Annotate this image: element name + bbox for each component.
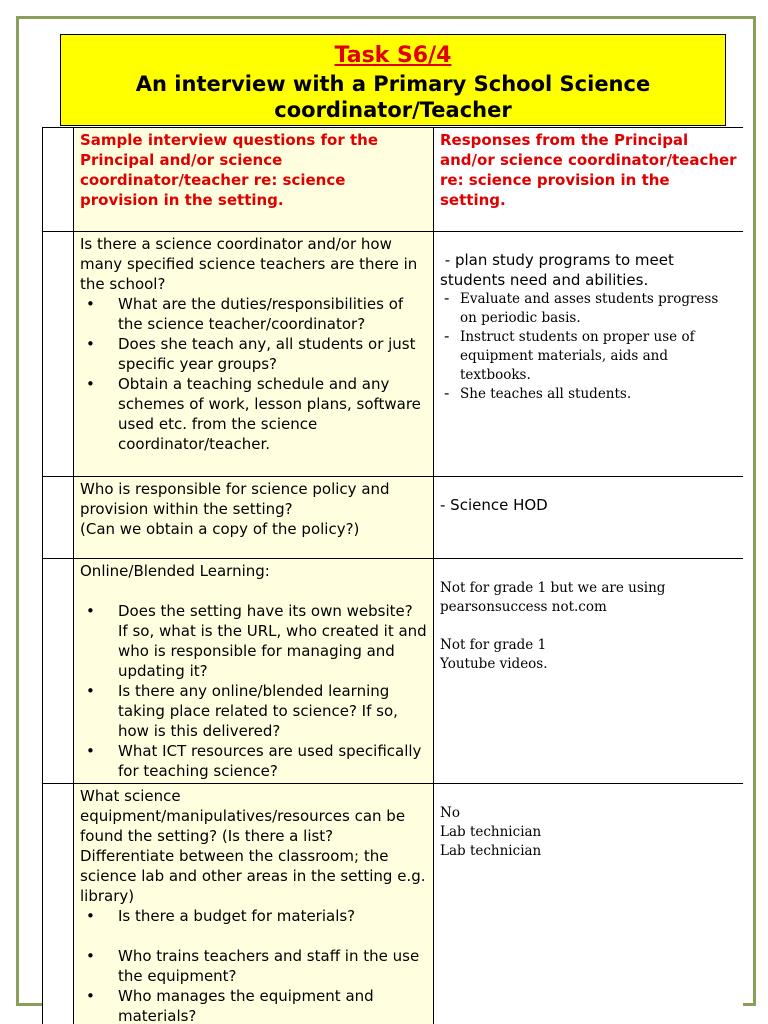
list-item: - Evaluate and asses students progress on periodic basis. (440, 290, 738, 328)
header-responses-text: Responses from the Principal and/or science coordinator/teacher re: science provision in the setting. (440, 131, 737, 209)
list-item: - Instruct students on proper use of equipment materials, aids and textbooks. (440, 328, 738, 385)
interview-table (42, 127, 743, 1024)
list-item: • What ICT resources are used specifically for teaching science? (80, 741, 427, 781)
question-text: Who is responsible for science policy and provision within the setting? (80, 480, 390, 518)
header-questions-text: Sample interview questions for the Principal and/or science coordinator/teacher re: science provision in the setting. (80, 131, 379, 209)
question-text: (Can we obtain a copy of the policy?) (80, 520, 360, 538)
question-bullets (80, 294, 427, 454)
table-row (43, 559, 744, 784)
question-text: Is there a science coordinator and/or how many specified science teachers are there in the school? (80, 235, 418, 293)
response-cell (434, 232, 744, 477)
question-bullets (80, 601, 427, 781)
response-text: Not for grade 1 but we are using (440, 580, 666, 596)
response-text: Not for grade 1 (440, 637, 547, 653)
question-text: Online/Blended Learning: (80, 562, 270, 580)
table-row (43, 477, 744, 559)
row-stub (43, 477, 74, 559)
question-bullets (80, 906, 427, 926)
interview-table-wrapper (42, 127, 743, 1024)
table-row (43, 232, 744, 477)
list-item: • Who trains teachers and staff in the use the equipment? (80, 946, 427, 986)
question-cell (74, 477, 434, 559)
response-cell (434, 477, 744, 559)
response-text: - plan study programs to meet students need and abilities. (440, 251, 679, 289)
question-bullets (80, 946, 427, 1024)
response-text: No (440, 805, 460, 821)
row-stub (43, 784, 74, 1024)
list-item: • Who manages the equipment and materials? (80, 986, 427, 1024)
row-stub (43, 128, 74, 232)
list-item: • Does she teach any, all students or just specific year groups? (80, 334, 427, 374)
title-banner (60, 34, 726, 126)
response-text: pearsonsuccess not.com (440, 599, 607, 615)
row-stub (43, 232, 74, 477)
list-item: • What are the duties/responsibilities of the science teacher/coordinator? (80, 294, 427, 334)
table-header-row (43, 128, 744, 232)
response-cell (434, 559, 744, 784)
list-item: • Is there a budget for materials? (80, 906, 427, 926)
table-row (43, 784, 744, 1024)
response-text: Lab technician (440, 824, 542, 840)
header-responses (434, 128, 744, 232)
list-item: - She teaches all students. (440, 385, 738, 404)
list-item: • Obtain a teaching schedule and any schemes of work, lesson plans, software used etc. from the science coordinator/teacher. (80, 374, 427, 454)
question-cell (74, 559, 434, 784)
response-cell (434, 784, 744, 1024)
task-id: Task S6/4 (334, 43, 452, 68)
question-cell (74, 784, 434, 1024)
response-list (440, 290, 738, 404)
document-title: An interview with a Primary School Science coordinator/Teacher (135, 72, 651, 122)
question-text: What science equipment/manipulatives/resources can be found the setting? (Is there a list? Differentiate between the classroom; the science lab and other areas in the setting e.g. library) (80, 787, 426, 905)
row-stub (43, 559, 74, 784)
response-text: - Science HOD (440, 496, 548, 514)
response-text: Youtube videos. (440, 656, 548, 672)
header-questions (74, 128, 434, 232)
response-text: Lab technician (440, 843, 542, 859)
question-cell (74, 232, 434, 477)
list-item: • Is there any online/blended learning taking place related to science? If so, how is this delivered? (80, 681, 427, 741)
list-item: • Does the setting have its own website? If so, what is the URL, who created it and who is responsible for managing and updating it? (80, 601, 427, 681)
